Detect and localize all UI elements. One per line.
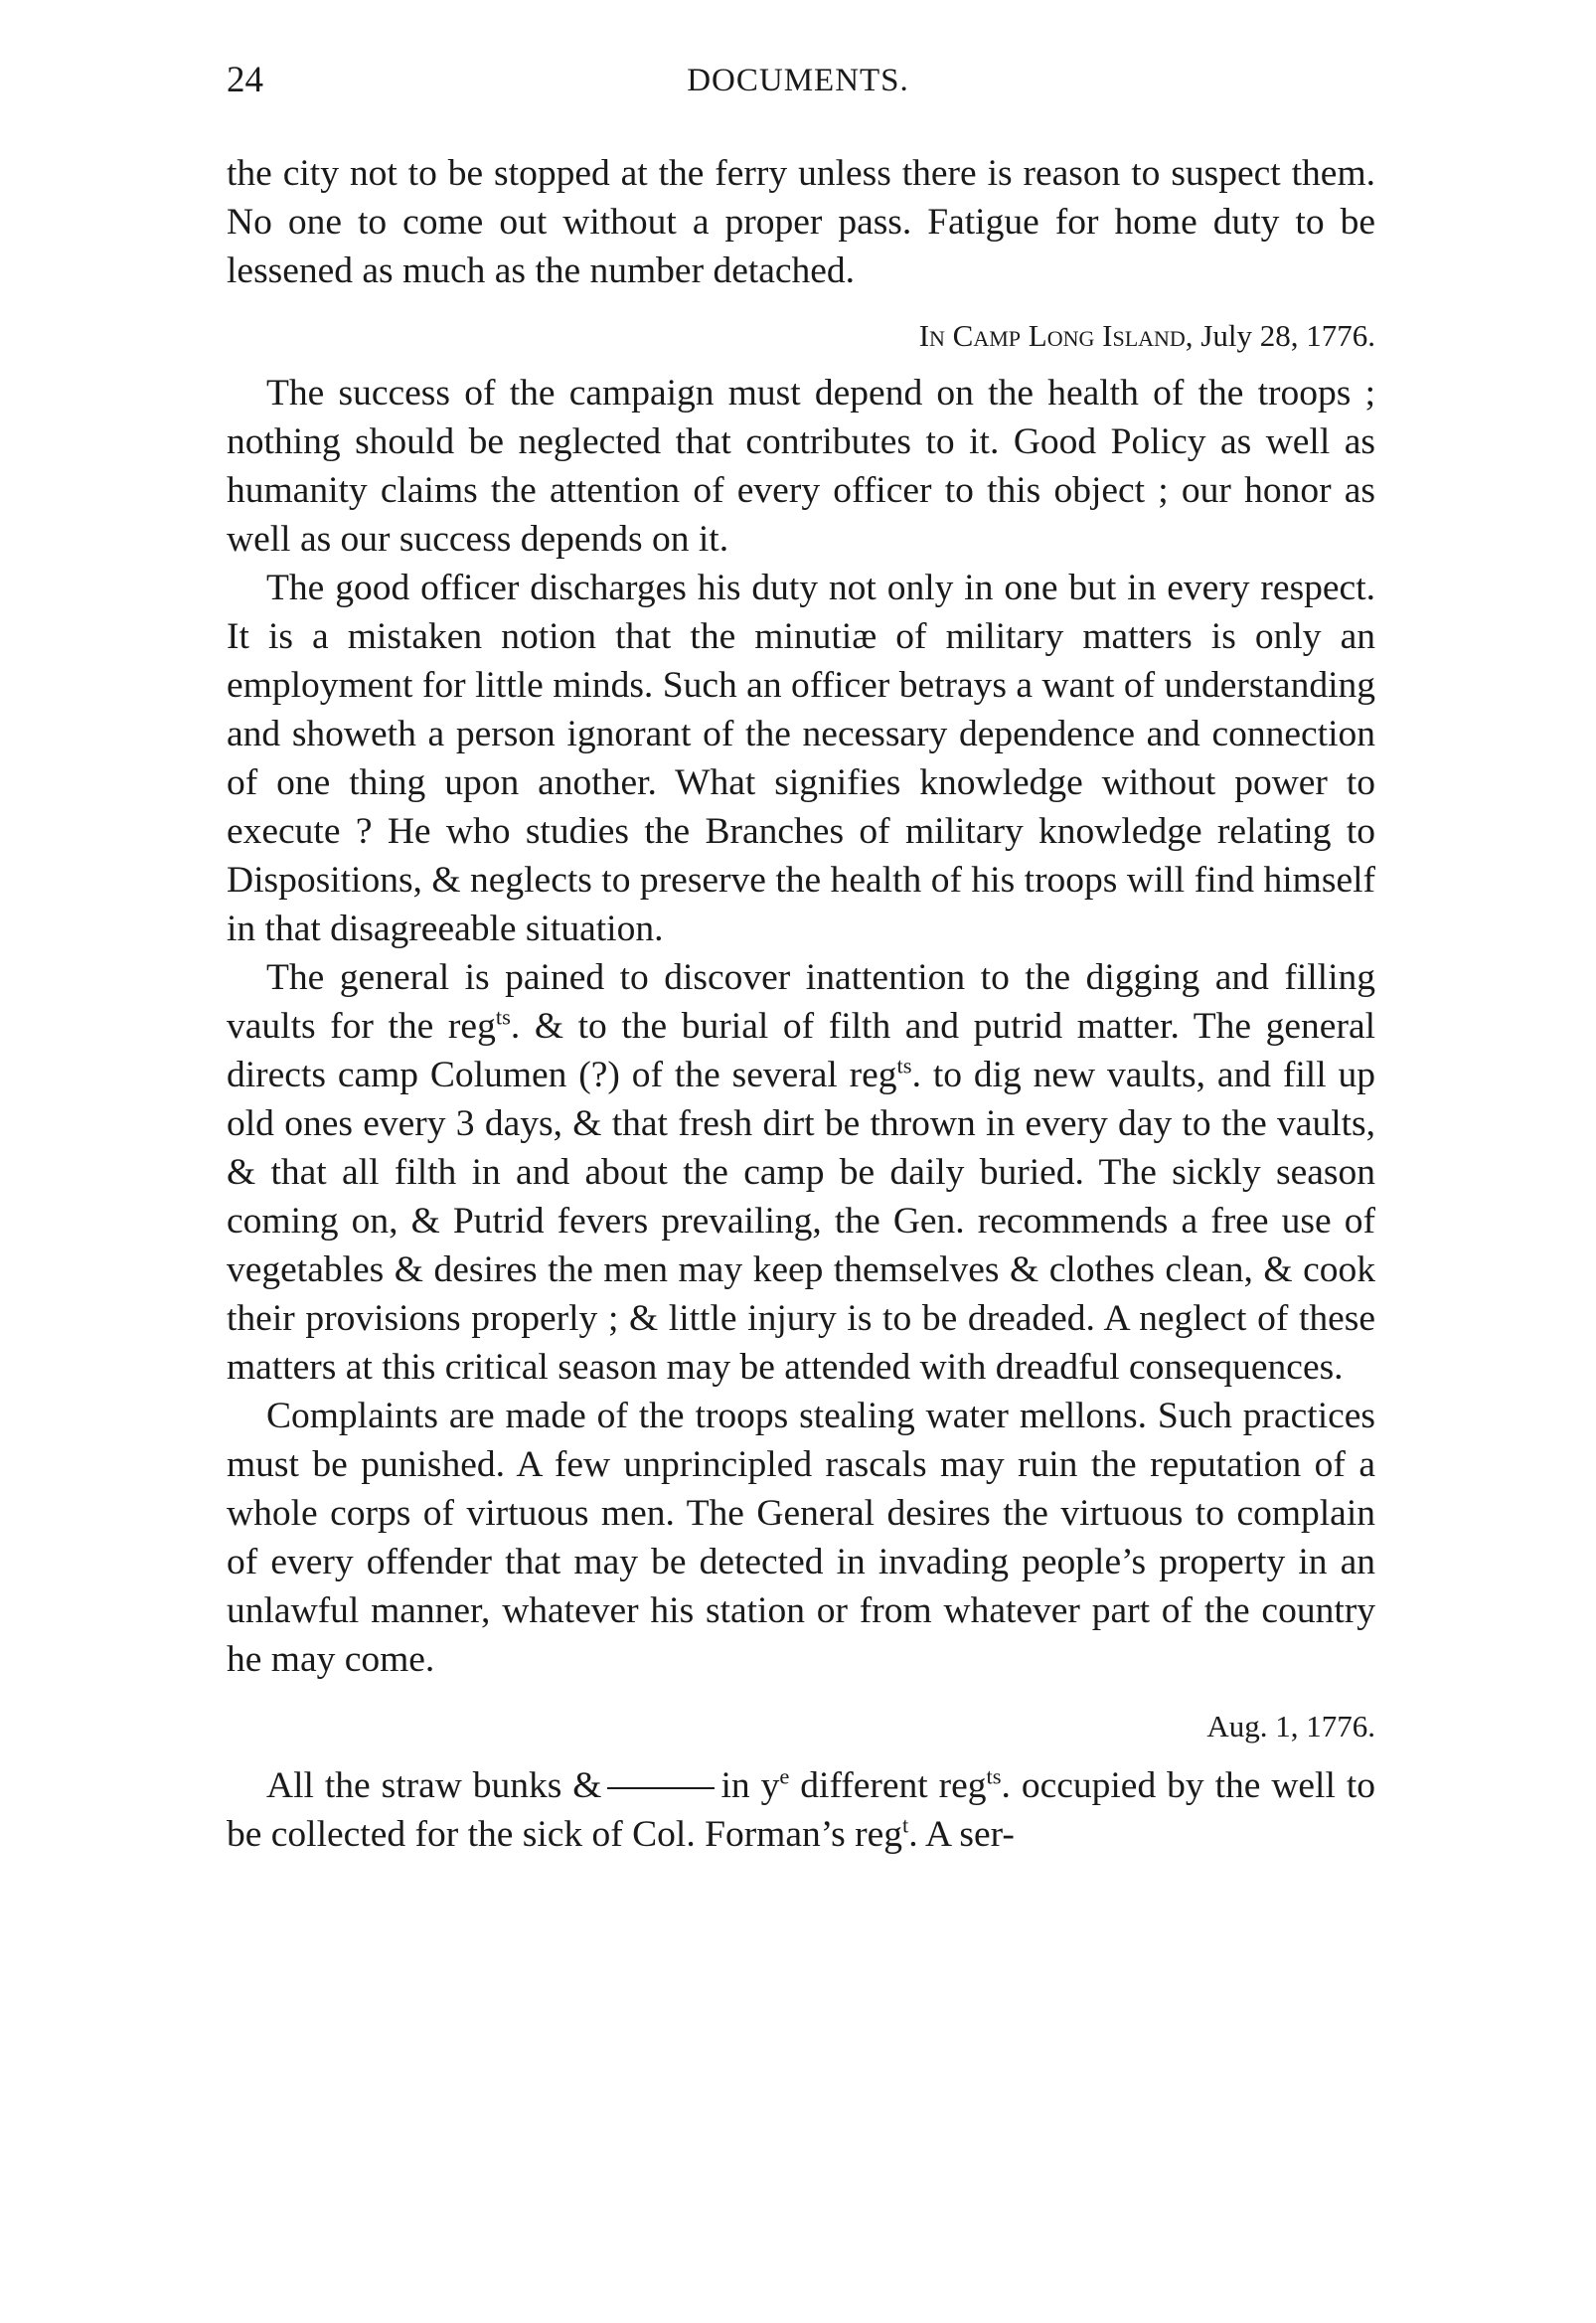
paragraph-good-officer: The good officer discharges his duty not only in one but in every respect. It is a mistaken notion that the minutiæ of military matters is only an employment for little minds. Such an officer betrays a want of understanding and showeth a person ignorant of the necessary dependence and connection of one thing upon another. What signifies knowledge without power to execute ? He who studies the Branches of military knowledge relating to Dispositions, & neglects to preserve the health of his troops will find himself in that disagreeable situation. [227, 568, 1375, 949]
text-segment: . to dig new vaults, and fill up old ones every 3 days, & that fresh dirt be thrown in every day to the vaults, & that all filth in and about the camp be daily buried. The sickly season coming on, & Putrid fevers prevailing, the Gen. recommends a free use of vegetables & desires the men may keep themselves & clothes clean, & cook their provisions properly ; & little injury is to be dreaded. A neglect of these matters at this critical season may be attended with dreadful consequences. [227, 1055, 1375, 1388]
text-segment: The general is pained to discover inattention to the digging and filling vaults for the reg [227, 957, 1375, 1047]
dateline-date: July 28, 1776. [1200, 318, 1375, 353]
paragraph-water-mellons: Complaints are made of the troops stealing water mellons. Such practices must be punished. A few unprincipled rascals may ruin the reputation of a whole corps of virtuous men. The General desires the virtuous to complain of every offender that may be detected in invading people’s property in an unlawful manner, whatever his station or from whatever part of the country he may come. [227, 1396, 1375, 1680]
superscript: ts [495, 1004, 511, 1030]
superscript: ts [896, 1053, 912, 1079]
blank-dash-rule [607, 1787, 715, 1789]
superscript: ts [986, 1763, 1002, 1789]
text-segment: . A ser- [908, 1814, 1015, 1855]
paragraph-vaults [227, 953, 1375, 1392]
paragraph-health-of-troops: The success of the campaign must depend on the health of the troops ; nothing should be neglected that contributes to it. Good Policy as well as humanity claims the attention of every officer to this object ; our honor as well as our success depends on it. [227, 373, 1375, 560]
text-segment: different reg [789, 1765, 987, 1806]
text-segment: All the straw bunks & [266, 1765, 602, 1806]
dateline-date: Aug. 1, 1776. [1206, 1709, 1375, 1743]
page-number: 24 [227, 60, 263, 100]
paragraph-straw-bunks [227, 1761, 1375, 1859]
document-body [227, 149, 1375, 1859]
running-head: DOCUMENTS. [687, 63, 909, 98]
dateline-place: In Camp Long Island, [918, 318, 1194, 353]
text-segment: . & to the burial of filth and putrid matter. The general directs camp Columen (?) of the several reg [227, 1006, 1376, 1095]
dateline-aug-1 [227, 1704, 1375, 1749]
continued-paragraph: the city not to be stopped at the ferry unless there is reason to suspect them. No one to come out without a proper pass. Fatigue for home duty to be lessened as much as the number detached. [227, 153, 1375, 291]
text-segment: . occupied by the well to be collected for the sick of Col. Forman’s reg [227, 1765, 1375, 1855]
superscript: e [779, 1763, 790, 1789]
dateline-july-28 [227, 313, 1375, 359]
superscript: t [902, 1812, 909, 1838]
text-segment: in y [720, 1765, 780, 1806]
